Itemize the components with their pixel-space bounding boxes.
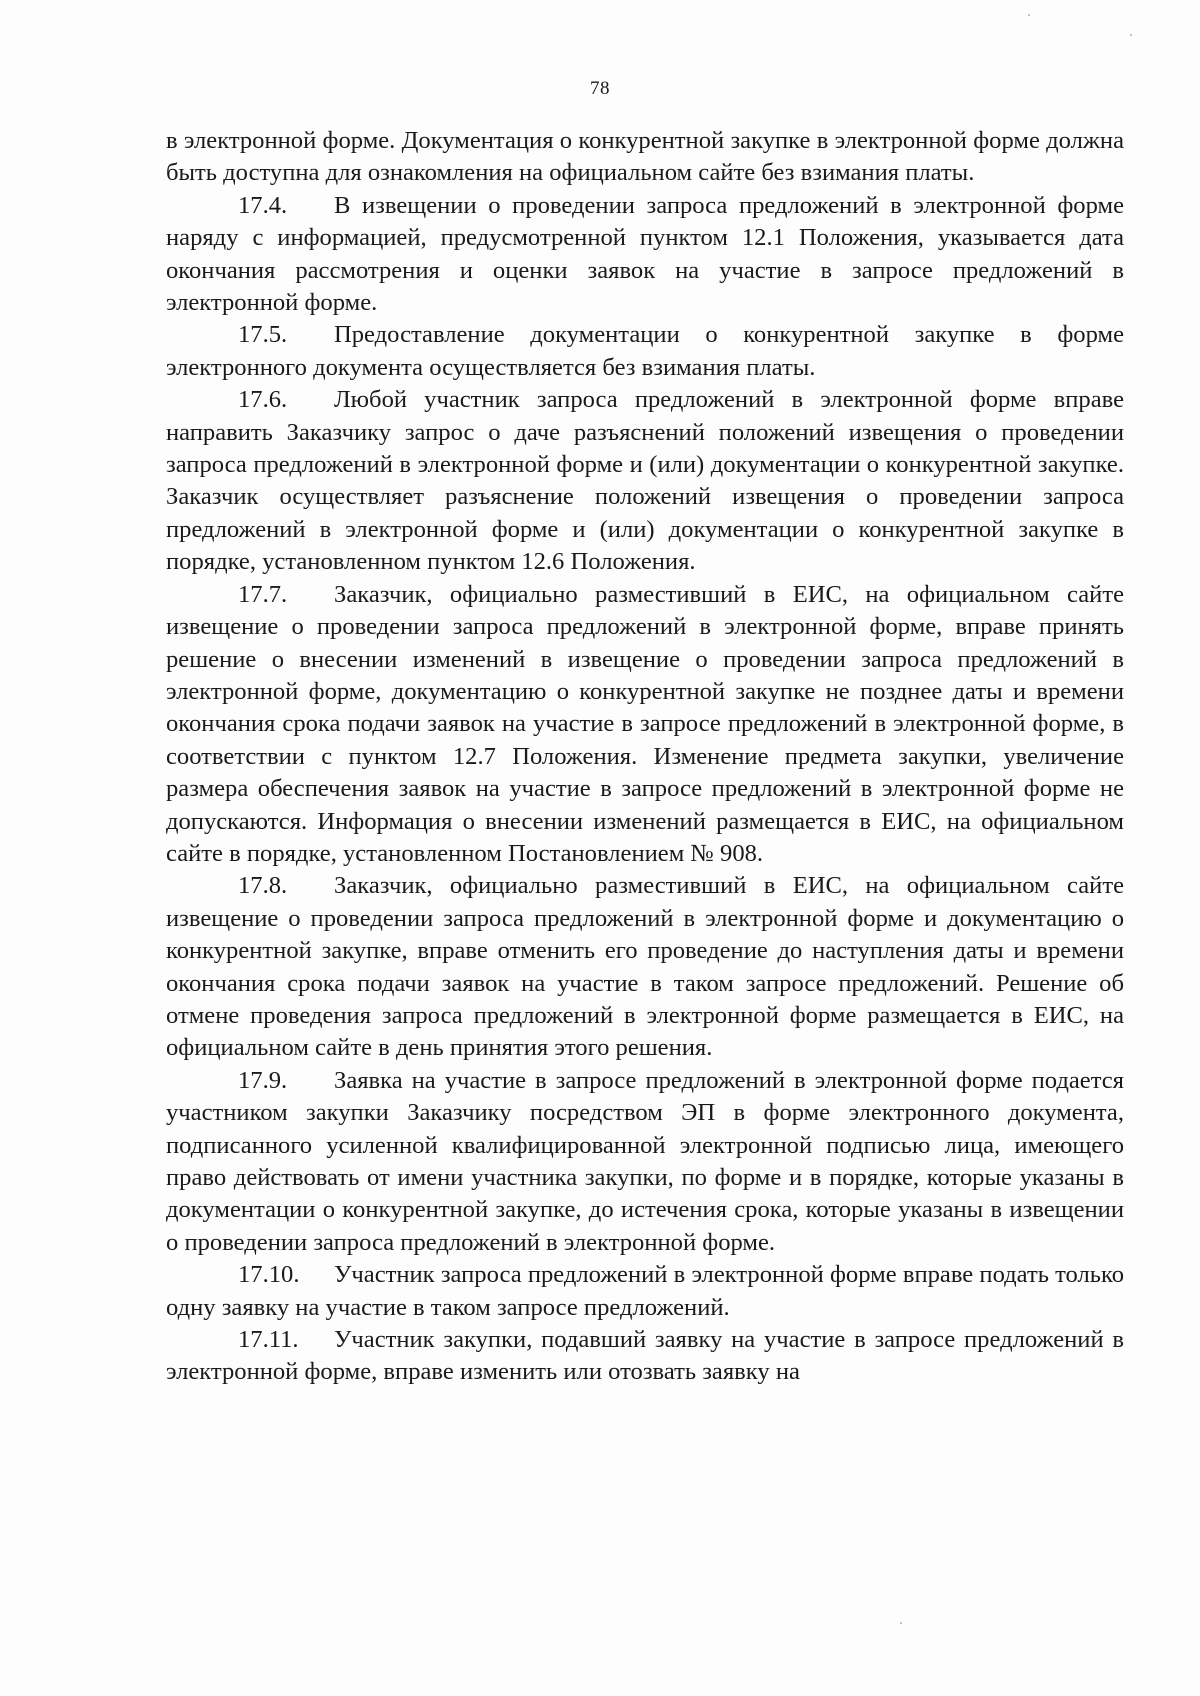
paragraph-17-4 [166,190,1124,320]
paragraph-text: Участник запроса предложений в электронной форме вправе подать только одну заявку на участие в таком запросе предложений. [166,1261,1124,1321]
scan-speck [1028,14,1030,16]
paragraph-number: 17.4. [238,191,288,219]
paragraph-17-6 [166,384,1124,578]
scan-speck [1130,34,1132,36]
paragraph-number: 17.9. [238,1066,288,1094]
paragraph-text: Заявка на участие в запросе предложений в электронной форме подается участником закупки Заказчику посредством ЭП в форме электронного документа, подписанного усиленной квалифицированной электронной подписью лица, имеющего право действовать от имени участника закупки, по форме и в порядке, которые указаны в документации о конкурентной закупке, до истечения срока, которые указаны в извещении о проведении запроса предложений в электронной форме. [166,1066,1124,1256]
paragraph-17-8 [166,870,1124,1064]
paragraph-17-9 [166,1065,1124,1259]
paragraph-continuation [166,125,1124,190]
paragraph-text: Любой участник запроса предложений в электронной форме вправе направить Заказчику запрос о даче разъяснений положений извещения о проведении запроса предложений в электронной форме и (или) документации о конкурентной закупке. Заказчик осуществляет разъяснение положений извещения о проведении запроса предложений в электронной форме и (или) документации о конкурентной закупке в порядке, установленном пунктом 12.6 Положения. [166,386,1124,576]
paragraph-17-7 [166,579,1124,871]
paragraph-number: 17.7. [238,580,288,608]
page-number: 78 [590,78,610,99]
document-body [166,125,1124,1389]
scan-speck [900,1622,902,1624]
paragraph-17-10 [166,1259,1124,1324]
paragraph-text: Заказчик, официально разместивший в ЕИС, на официальном сайте извещение о проведении запроса предложений в электронной форме и документацию о конкурентной закупке, вправе отменить его проведение до наступления даты и времени окончания срока подачи заявок на участие в таком запросе предложений. Решение об отмене проведения запроса предложений в электронной форме размещается в ЕИС, на официальном сайте в день принятия этого решения. [166,872,1124,1062]
paragraph-number: 17.10. [238,1261,300,1289]
paragraph-text: Предоставление документации о конкурентной закупке в форме электронного документа осуществляется без взимания платы. [166,321,1124,381]
paragraph-17-5 [166,319,1124,384]
paragraph-number: 17.8. [238,872,288,900]
paragraph-text: Участник закупки, подавший заявку на участие в запросе предложений в электронной форме, вправе изменить или отозвать заявку на [166,1326,1124,1386]
paragraph-17-11 [166,1324,1124,1389]
paragraph-text: в электронной форме. Документация о конкурентной закупке в электронной форме должна быть доступна для ознакомления на официальном сайте без взимания платы. [166,127,1124,187]
paragraph-number: 17.6. [238,386,288,414]
paragraph-text: Заказчик, официально разместивший в ЕИС, на официальном сайте извещение о проведении запроса предложений в электронной форме, вправе принять решение о внесении изменений в извещение о проведении запроса предложений в электронной форме, документацию о конкурентной закупке не позднее даты и времени окончания срока подачи заявок на участие в запросе предложений в электронной форме, в соответствии с пунктом 12.7 Положения. Изменение предмета закупки, увеличение размера обеспечения заявок на участие в запросе предложений в электронной форме не допускаются. Информация о внесении изменений размещается в ЕИС, на официальном сайте в порядке, установленном Постановлением № 908. [166,580,1124,867]
paragraph-number: 17.11. [238,1326,299,1354]
paragraph-number: 17.5. [238,321,288,349]
paragraph-text: В извещении о проведении запроса предложений в электронной форме наряду с информацией, предусмотренной пунктом 12.1 Положения, указывается дата окончания рассмотрения и оценки заявок на участие в запросе предложений в электронной форме. [166,191,1124,317]
